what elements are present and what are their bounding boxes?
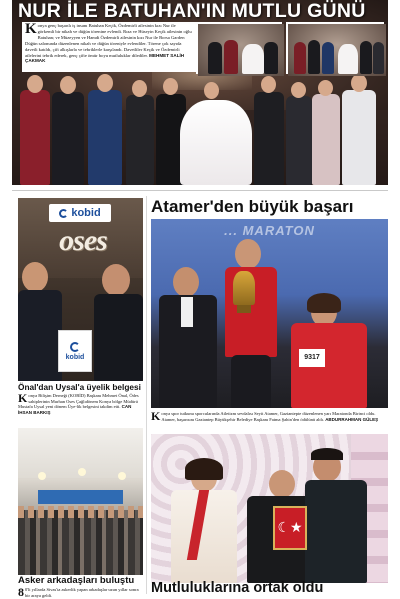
ceiling-light	[118, 472, 126, 480]
athlete-legs	[231, 355, 271, 408]
oses-sign: oses	[59, 224, 107, 257]
guest-figure	[126, 95, 154, 185]
soldier-headline: Asker arkadaşları buluştu	[18, 575, 135, 586]
groom-head	[163, 78, 178, 95]
soldier-body	[18, 585, 143, 599]
caption-text: onya genç başarılı iş insanı Batuhan Keçik, Özdemirli ailesinin kızı Nur ile görkemli bir nikah ve düğün törenine evlendi. Rıza ve Hüseyin Keçik ailesinin oğlu Batuhan; ve Müzeyyen ve Hamdi Özdemirli ailesinin kızı Nur ile Borsa Garden Düğün salonunda düzenlenen nikah ve düğün töreniyle evlendiler. Törene çok sayıda davetli katıldı, çift alkışlarla ve tebriklerle karşılandı. Davetliler Keçik ve Özdemirli ailelerini tebrik ederek, genç çifte ömür boyu mutluluklar dilediler.	[25, 23, 192, 58]
inset-bride	[338, 44, 358, 74]
guest-figure	[342, 90, 376, 185]
turkish-flag-plaque	[273, 506, 307, 550]
inset-figure	[294, 42, 306, 74]
athlete-head	[235, 239, 261, 269]
kobid-byline: CAN İHSAN BARKIŞ	[18, 404, 132, 415]
atamer-award-photo	[151, 219, 388, 408]
guest-head	[132, 80, 147, 97]
soldier-dropcap: 8	[18, 585, 24, 599]
inset-figure	[373, 42, 384, 74]
guest-head	[351, 74, 367, 92]
officer-uniform	[305, 480, 367, 583]
woman-hair	[307, 293, 341, 313]
inset-figure	[264, 42, 278, 74]
inset-figure	[360, 41, 372, 74]
man-left-head	[22, 262, 48, 292]
guest-figure	[88, 90, 122, 185]
atamer-body-text: onya spor tutkunu sporcularında Atletizm sevdalısı Seyit Atamer, Gaziantepte düzenlenen yarı Maratonda Birinci oldu. Atamer, başarısını Gaziantep Büyükşehir Belediye Başkanı Fatma Şahin'den ödülünü aldı.	[161, 411, 376, 422]
guest-head	[97, 74, 113, 92]
plaque-logo-icon	[70, 342, 80, 352]
ceiling-light	[78, 468, 86, 476]
military-wedding-photo	[151, 434, 388, 583]
military-headline: Mutluluklarına ortak oldu	[151, 580, 324, 596]
guest-figure	[286, 96, 312, 185]
man-left-body	[18, 290, 62, 381]
plaque-text: kobid	[65, 353, 85, 361]
wedding-caption	[22, 22, 196, 72]
caption-dropcap: K	[25, 21, 37, 37]
man-suit-head	[173, 267, 199, 297]
guest-figure	[312, 94, 340, 185]
crescent-star-icon: ☾★	[277, 520, 303, 536]
guest-head	[261, 76, 276, 93]
column-divider	[146, 196, 147, 594]
wedding-inset-photo-1	[196, 22, 282, 74]
wedding-headline: NUR İLE BATUHAN'IN MUTLU GÜNÜ	[18, 0, 366, 22]
kobid-logo	[49, 204, 111, 222]
inset-figure	[322, 42, 334, 74]
guest-head	[318, 80, 333, 96]
kobid-logo-icon	[59, 209, 68, 218]
race-bib: 9317	[299, 349, 325, 367]
bride-head	[204, 82, 219, 99]
kobid-photo	[18, 198, 143, 381]
ceiling-light	[38, 472, 46, 480]
group-crowd	[18, 510, 143, 575]
guest-head	[291, 82, 306, 98]
caption-byline: MEHMET SALİH ÇAKMAK	[25, 52, 185, 64]
man-right-head	[102, 264, 130, 296]
group-heads	[18, 506, 143, 518]
kobid-body-text: onya Bilişim Derneği (KOBİD) Başkanı Mehmet Önal, Ödes sahiplerinin Murhan Oses Çağlıdönem Konya bölge Müdürü Mustafa Uysal yeni dönem Üye-lik belgesini takdim etti.	[18, 393, 139, 410]
wedding-inset-photo-2	[286, 22, 384, 74]
woman-hair	[185, 458, 223, 480]
atamer-headline: Atamer'den büyük başarı	[151, 197, 354, 216]
officer-hair	[311, 448, 343, 460]
membership-plaque	[58, 330, 92, 372]
atamer-byline: ABDURRAHMAN GÜLEŞ	[325, 416, 379, 422]
soldier-group-photo	[18, 428, 143, 575]
guest-figure	[254, 92, 284, 185]
banner	[38, 490, 123, 504]
guest-head	[27, 75, 43, 93]
inset-bride	[242, 44, 264, 74]
kobid-logo-text: kobid	[71, 207, 101, 219]
man-right-body	[94, 294, 143, 381]
inset-figure	[224, 40, 238, 74]
kobid-body	[18, 393, 143, 421]
trophy-base	[237, 305, 251, 313]
groom-head	[269, 470, 295, 498]
guest-figure	[20, 90, 50, 185]
inset-figure	[208, 42, 222, 74]
section-divider	[12, 190, 388, 191]
atamer-dropcap: K	[151, 409, 161, 423]
kobid-headline: Önal'dan Uysal'a üyelik belgesi	[18, 382, 141, 392]
guest-head	[60, 76, 76, 94]
inset-figure	[308, 40, 320, 74]
bride-dress	[180, 100, 252, 185]
kobid-dropcap: K	[18, 391, 28, 405]
man-suit-shirt	[181, 297, 193, 327]
marathon-banner: ... MARATON	[224, 223, 315, 238]
atamer-body	[151, 411, 388, 431]
soldier-body-text: 0'li yıllarda Sivas'ta askerlik yapan arkadaşlar uzun yıllar sonra bir araya geldi.	[25, 587, 139, 598]
guest-figure	[52, 92, 84, 185]
trophy-icon	[233, 271, 255, 305]
wedding-photo	[12, 0, 388, 185]
